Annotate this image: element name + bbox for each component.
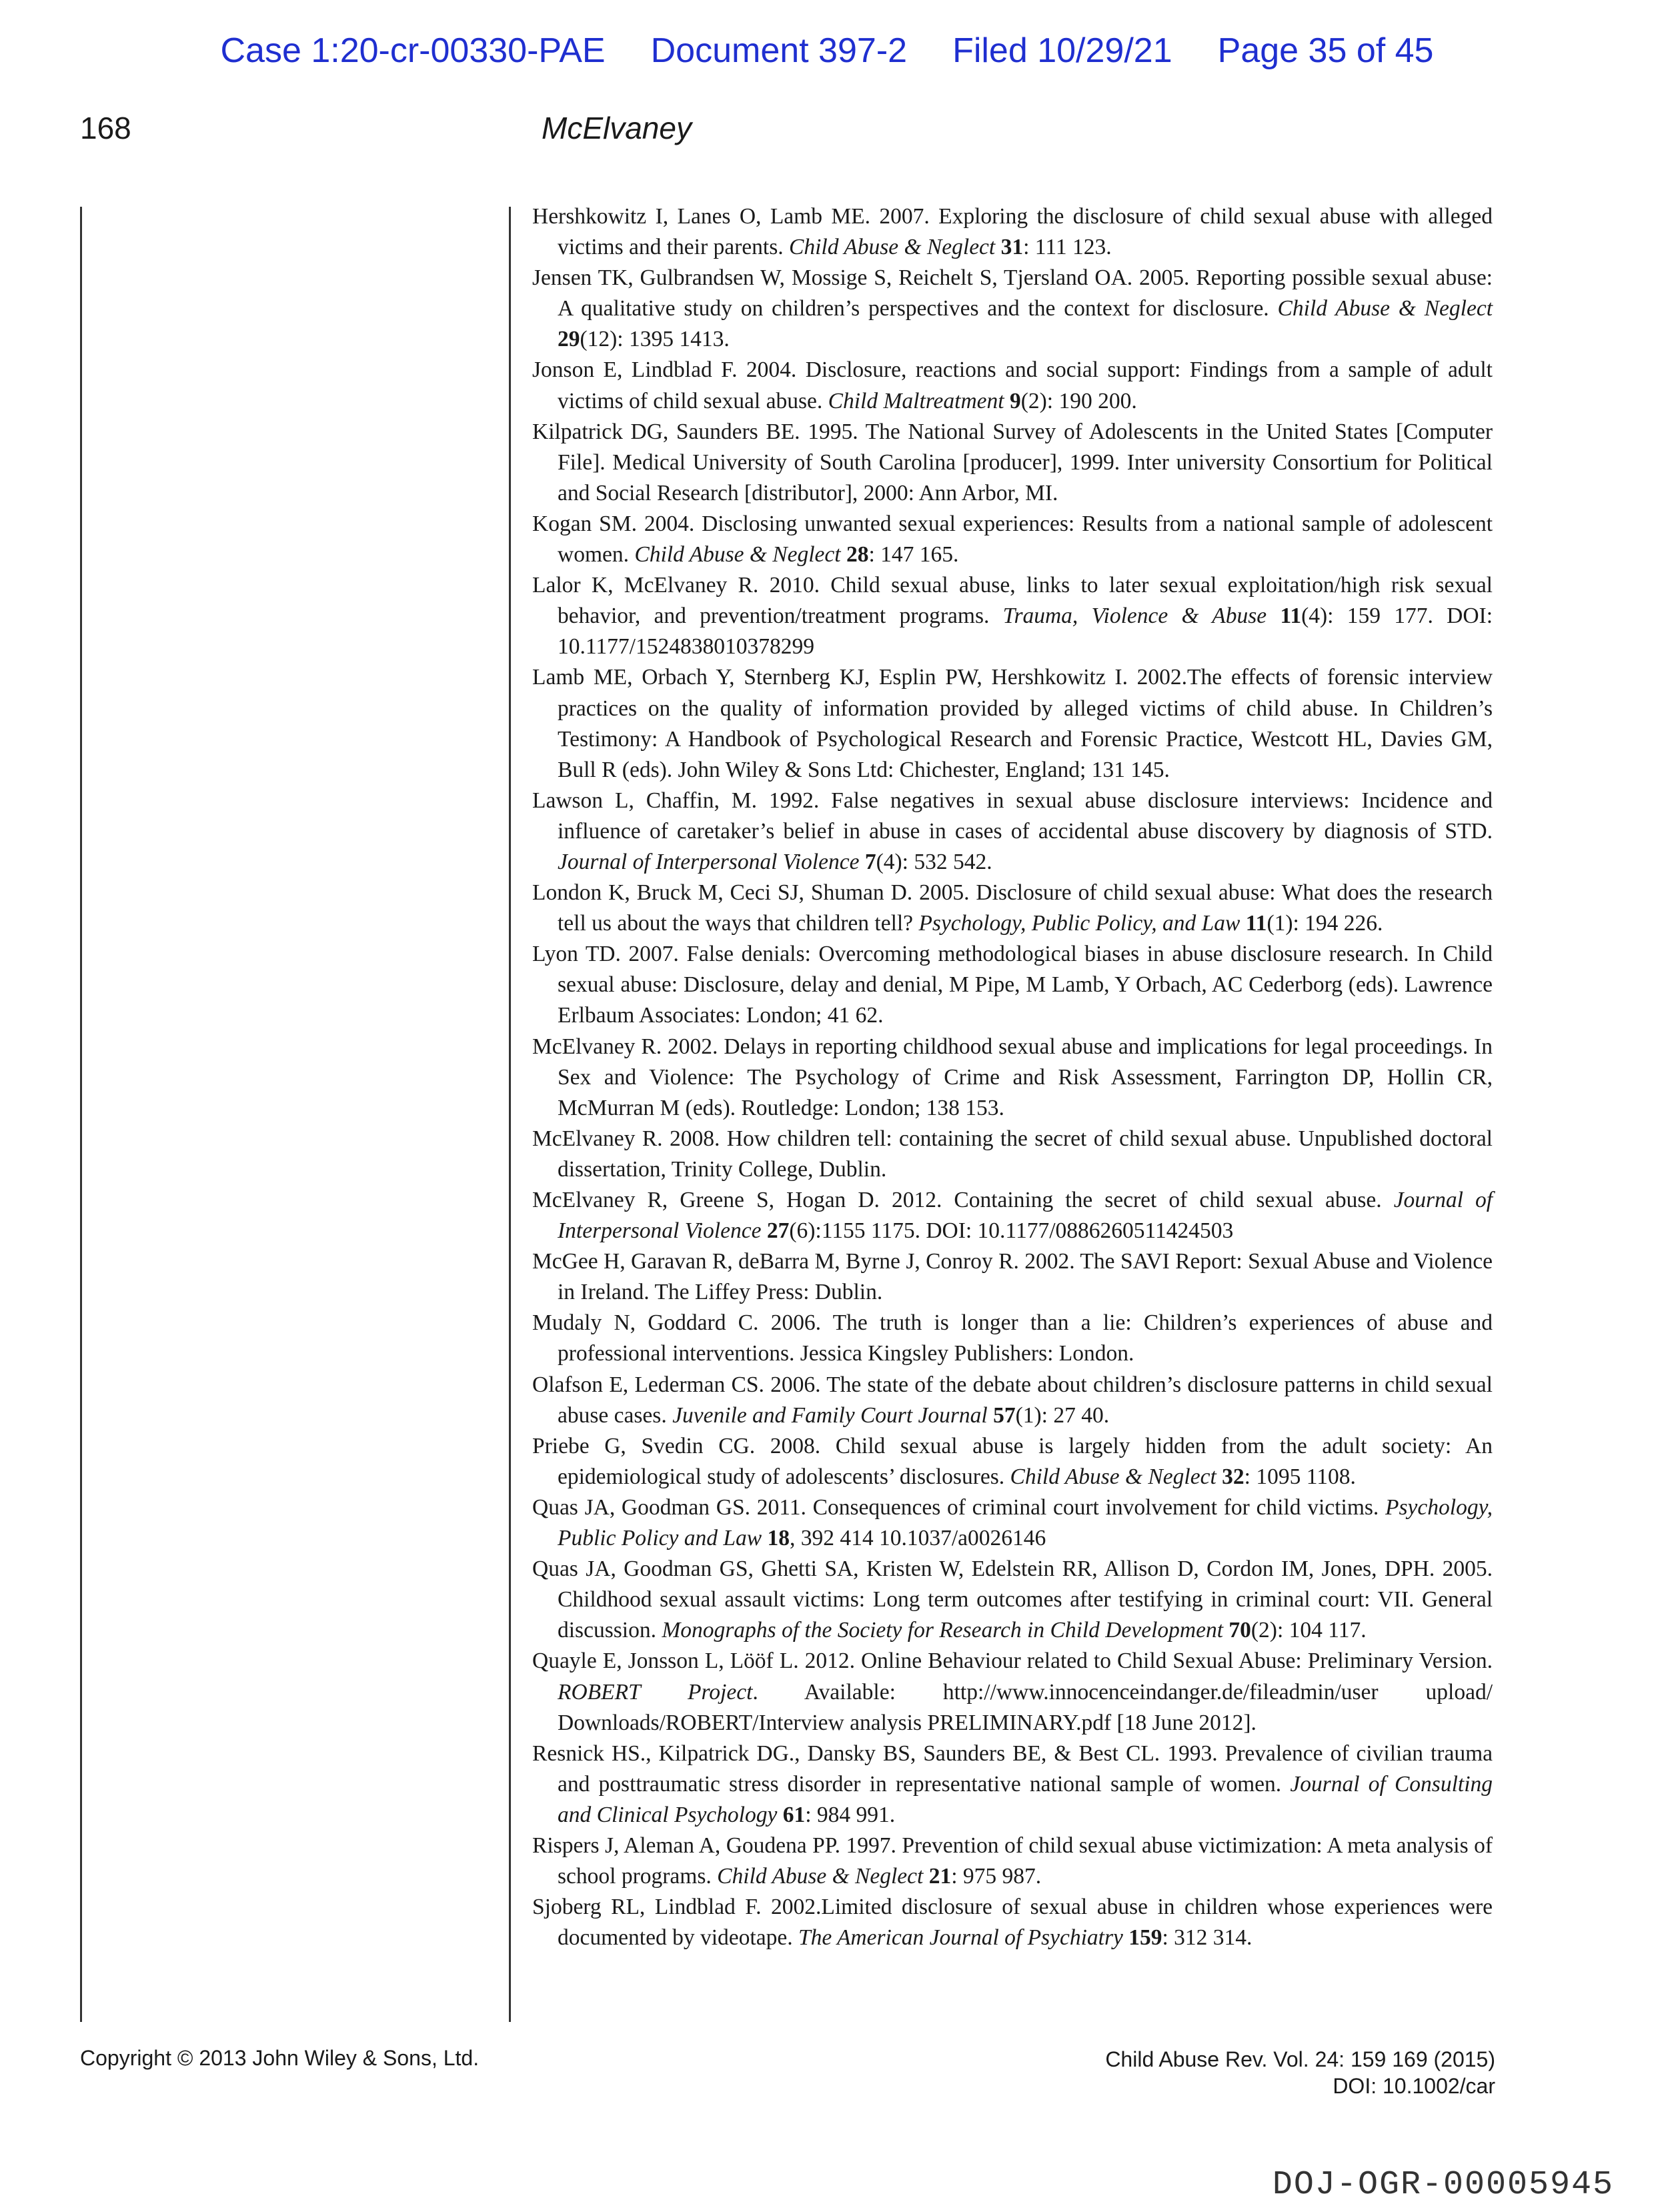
reference-entry [532, 786, 1493, 878]
reference-text: Lamb ME, Orbach Y, Sternberg KJ, Esplin PW, Hershkowitz I. 2002.The effects of forensic interview practices on the quality of information provided by alleged victims of child abuse. In Children’s Testimony: A Handbook of Psychological Research and Forensic Practice, Westcott HL, Davies GM, Bull R (eds). John Wiley & Sons Ltd: Chichester, England; 131 145. [532, 665, 1493, 782]
journal-title: Child Abuse & Neglect [789, 235, 996, 260]
page-count: Page 35 of 45 [1217, 31, 1434, 70]
reference-entry [532, 417, 1493, 509]
journal-title: Psychology, Public Policy, and Law [918, 911, 1240, 936]
volume-number: 159 [1128, 1925, 1162, 1951]
reference-text [988, 1403, 993, 1428]
reference-entry [532, 1124, 1493, 1185]
reference-text: Quas JA, Goodman GS. 2011. Consequences of criminal court involvement for child victims. [532, 1494, 1386, 1520]
journal-title: Child Maltreatment [828, 388, 1004, 413]
reference-text [1240, 911, 1245, 936]
journal-title: ROBERT Project [558, 1679, 753, 1705]
reference-text: Quas JA, Goodman GS, Ghetti SA, Kristen W, Edelstein RR, Allison D, Cordon IM, Jones, DPH. 2005. Childhood sexual assault victims: Long term outcomes after testifying in criminal court: VII. General discussion. [532, 1556, 1493, 1643]
volume-number: 21 [928, 1864, 952, 1889]
volume-number: 11 [1245, 911, 1267, 936]
reference-text [923, 1864, 928, 1889]
volume-number: 70 [1228, 1618, 1251, 1643]
volume-number: 29 [558, 327, 580, 352]
volume-number: 18 [767, 1526, 790, 1551]
reference-entry [532, 263, 1493, 355]
volume-number: 27 [766, 1218, 790, 1244]
reference-text: Kogan SM. 2004. Disclosing unwanted sexual experiences: Results from a national sample of adolescent women. [532, 511, 1493, 568]
reference-text: (4): 532 542. [876, 849, 992, 874]
reference-entry [532, 662, 1493, 785]
reference-entry [532, 1646, 1493, 1738]
reference-text: (1): 27 40. [1015, 1402, 1110, 1428]
reference-text [1004, 389, 1010, 413]
reference-text: : 147 165. [868, 542, 959, 568]
doi-line: DOI: 10.1002/car [1333, 2074, 1495, 2098]
reference-entry [532, 355, 1493, 416]
case-number: Case 1:20-cr-00330-PAE [220, 31, 606, 70]
reference-entry [532, 1308, 1493, 1369]
journal-title: Journal of Interpersonal Violence [558, 849, 860, 874]
journal-title: Juvenile and Family Court Journal [672, 1402, 988, 1428]
reference-text: Lawson L, Chaffin, M. 1992. False negatives in sexual abuse disclosure interviews: Incidence and influence of caretaker’s belief in abuse in cases of accidental abuse discovery by diagnosis of STD. [532, 788, 1493, 844]
reference-text: (2): 190 200. [1020, 388, 1137, 413]
journal-title: The American Journal of Psychiatry [798, 1925, 1123, 1951]
reference-text [1267, 604, 1280, 628]
reference-entry [532, 509, 1493, 570]
volume-number: 61 [782, 1802, 806, 1827]
reference-text [762, 1526, 767, 1550]
volume-number: 9 [1009, 388, 1021, 413]
reference-text: Lalor K, McElvaney R. 2010. Child sexual abuse, links to later sexual exploitation/high risk sexual behavior, and prevention/treatment programs. [532, 573, 1493, 629]
reference-text: Mudaly N, Goddard C. 2006. The truth is longer than a lie: Children’s experiences of abuse and professional interventions. Jessica Kingsley Publishers: London. [532, 1310, 1493, 1366]
reference-entry [532, 570, 1493, 662]
reference-text: McElvaney R. 2008. How children tell: containing the secret of child sexual abuse. Unpublished doctoral dissertation, Trinity College, Dublin. [532, 1126, 1493, 1182]
reference-text: McElvaney R, Greene S, Hogan D. 2012. Containing the secret of child sexual abuse. [532, 1188, 1394, 1212]
volume-number: 28 [846, 542, 869, 568]
reference-text: : 111 123. [1023, 235, 1112, 260]
running-head: McElvaney [542, 111, 692, 145]
reference-text: (12): 1395 1413. [580, 327, 730, 352]
journal-title: Child Abuse & Neglect [717, 1864, 924, 1889]
court-filing-header [0, 27, 1654, 75]
reference-text [1123, 1925, 1128, 1950]
volume-number: 57 [993, 1402, 1016, 1428]
bates-number: DOJ-OGR-00005945 [1272, 2166, 1614, 2204]
reference-text: : 984 991. [805, 1802, 896, 1827]
journal-title: Monographs of the Society for Research in Child Development [662, 1618, 1224, 1643]
reference-text: Lyon TD. 2007. False denials: Overcoming methodological biases in abuse disclosure research. In Child sexual abuse: Disclosure, delay and denial, M Pipe, M Lamb, Y Orbach, AC Cederborg (eds). Lawrence Erlbaum Associates: London; 41 62. [532, 942, 1493, 1028]
journal-citation [1105, 2046, 1495, 2099]
page-number: 168 [80, 111, 131, 145]
reference-entry [532, 1892, 1493, 1953]
document-number: Document 397-2 [650, 31, 908, 70]
reference-text: (1): 194 226. [1267, 911, 1383, 936]
reference-text: : 312 314. [1162, 1925, 1253, 1951]
journal-title: Child Abuse & Neglect [634, 542, 841, 568]
reference-text: London K, Bruck M, Ceci SJ, Shuman D. 2005. Disclosure of child sexual abuse: What does the research tell us about the ways that children tell? [532, 880, 1493, 936]
reference-text: Kilpatrick DG, Saunders BE. 1995. The National Survey of Adolescents in the United States [Computer File]. Medical University of South Carolina [producer], 1999. Inter university Consortium for Political and Social Research [distributor], 2000: Ann Arbor, MI. [532, 419, 1493, 505]
volume-number: 11 [1280, 604, 1302, 629]
reference-entry [532, 1246, 1493, 1308]
reference-entry [532, 1185, 1493, 1246]
journal-title: Child Abuse & Neglect [1010, 1464, 1216, 1489]
reference-text: Sjoberg RL, Lindblad F. 2002.Limited disclosure of sexual abuse in children whose experiences were documented by videotape. [532, 1895, 1493, 1951]
volume-number: 32 [1222, 1464, 1245, 1489]
reference-entry [532, 939, 1493, 1031]
reference-text [995, 235, 1000, 259]
left-column-rule [80, 207, 82, 2022]
journal-title: Trauma, Violence & Abuse [1002, 604, 1267, 629]
reference-entry [532, 1431, 1493, 1492]
reference-entry [532, 1831, 1493, 1892]
reference-entry [532, 878, 1493, 939]
reference-entry [532, 1032, 1493, 1124]
journal-title: Child Abuse & Neglect [1277, 296, 1493, 321]
reference-list [532, 201, 1493, 1953]
reference-text: Jonson E, Lindblad F. 2004. Disclosure, reactions and social support: Findings from a sample of adult victims of child sexual abuse. [532, 357, 1493, 413]
reference-text: (2): 104 117. [1251, 1618, 1367, 1643]
copyright-notice: Copyright © 2013 John Wiley & Sons, Ltd. [80, 2046, 480, 2070]
middle-column-rule [509, 207, 511, 2022]
reference-text: (4): 159 177. DOI: 10.1177/1524838010378299 [558, 604, 1493, 660]
journal-title: Journal of Consulting and Clinical Psychology [558, 1771, 1493, 1827]
reference-text: . Available: http://www.innocenceindanger.de/fileadmin/user upload/ Downloads/ROBERT/Interview analysis PRELIMINARY.pdf [18 June 2012]. [558, 1679, 1493, 1735]
reference-text: Rispers J, Aleman A, Goudena PP. 1997. Prevention of child sexual abuse victimization: A meta analysis of school programs. [532, 1833, 1493, 1889]
reference-entry [532, 1554, 1493, 1646]
reference-text: McGee H, Garavan R, deBarra M, Byrne J, Conroy R. 2002. The SAVI Report: Sexual Abuse and Violence in Ireland. The Liffey Press: Dublin. [532, 1249, 1493, 1305]
reference-text: Olafson E, Lederman CS. 2006. The state of the debate about children’s disclosure patterns in child sexual abuse cases. [532, 1372, 1493, 1428]
reference-text: : 975 987. [951, 1864, 1042, 1889]
reference-text [761, 1218, 766, 1243]
reference-text [1216, 1464, 1222, 1489]
reference-entry [532, 1370, 1493, 1431]
reference-text: Resnick HS., Kilpatrick DG., Dansky BS, Saunders BE, & Best CL. 1993. Prevalence of civilian trauma and posttraumatic stress disorder in representative national sample of women. [532, 1741, 1493, 1797]
reference-entry [532, 1739, 1493, 1831]
reference-entry [532, 201, 1493, 263]
reference-text: Jensen TK, Gulbrandsen W, Mossige S, Reichelt S, Tjersland OA. 2005. Reporting possible sexual abuse: A qualitative study on children’s perspectives and the context for disclosure. [532, 265, 1493, 321]
reference-text: Hershkowitz I, Lanes O, Lamb ME. 2007. Exploring the disclosure of child sexual abuse with alleged victims and their parents. [532, 204, 1493, 260]
journal-title: Journal of Interpersonal Violence [558, 1188, 1493, 1244]
filed-date: Filed 10/29/21 [952, 31, 1172, 70]
journal-title: Psychology, Public Policy and Law [558, 1494, 1493, 1551]
reference-text: , 392 414 10.1037/a0026146 [790, 1526, 1046, 1551]
reference-text: : 1095 1108. [1244, 1464, 1356, 1489]
reference-text: (6):1155 1175. DOI: 10.1177/0886260511424503 [789, 1218, 1234, 1244]
volume-number: 7 [864, 849, 876, 874]
reference-text: McElvaney R. 2002. Delays in reporting childhood sexual abuse and implications for legal proceedings. In Sex and Violence: The Psychology of Crime and Risk Assessment, Farrington DP, Hollin CR, McMurran M (eds). Routledge: London; 138 153. [532, 1034, 1493, 1120]
reference-text [841, 542, 846, 567]
reference-text [777, 1803, 782, 1827]
reference-text: Quayle E, Jonsson L, Lööf L. 2012. Online Behaviour related to Child Sexual Abuse: Preliminary Version. [532, 1648, 1493, 1674]
citation-line: Child Abuse Rev. Vol. 24: 159 169 (2015) [1105, 2047, 1495, 2071]
reference-text [859, 850, 864, 874]
reference-text: Priebe G, Svedin CG. 2008. Child sexual abuse is largely hidden from the adult society: An epidemiological study of adolescents’ disclosures. [532, 1433, 1493, 1489]
reference-entry [532, 1492, 1493, 1554]
volume-number: 31 [1000, 235, 1024, 260]
